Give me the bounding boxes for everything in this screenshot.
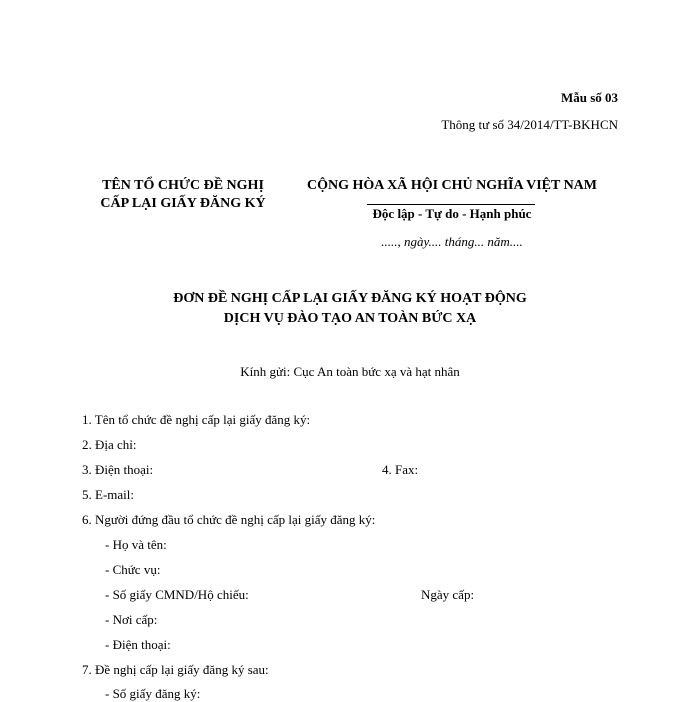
national-title-underline	[367, 204, 535, 205]
item-head-of-org: 6. Người đứng đầu tổ chức đề nghị cấp lại giấy đăng ký:	[82, 512, 376, 527]
item-address: 2. Địa chỉ:	[82, 437, 137, 452]
item-reissue-request: 7. Đề nghị cấp lại giấy đăng ký sau:	[82, 662, 269, 677]
item-fax: 4. Fax:	[382, 462, 419, 477]
date-line: ....., ngày.... tháng... năm....	[381, 234, 523, 249]
item-head-phone: - Điện thoại:	[105, 637, 171, 652]
item-registration-number: - Số giấy đăng ký:	[105, 686, 201, 701]
item-head-issue-date: Ngày cấp:	[421, 587, 475, 602]
item-phone: 3. Điện thoại:	[82, 462, 154, 477]
item-org-name: 1. Tên tổ chức đề nghị cấp lại giấy đăng ký:	[82, 412, 311, 427]
document-title-line1: ĐƠN ĐỀ NGHỊ CẤP LẠI GIẤY ĐĂNG KÝ HOẠT ĐỘNG	[173, 291, 527, 306]
org-name-line1: TÊN TỔ CHỨC ĐỀ NGHỊ	[102, 178, 264, 193]
item-head-id-number: - Số giấy CMND/Hộ chiếu:	[105, 587, 249, 602]
item-email: 5. E-mail:	[82, 487, 134, 502]
recipient-line: Kính gửi: Cục An toàn bức xạ và hạt nhân	[240, 364, 460, 379]
form-number: Mẫu số 03	[560, 90, 618, 105]
document-title-line2: DỊCH VỤ ĐÀO TẠO AN TOÀN BỨC XẠ	[223, 311, 477, 326]
national-motto: Độc lập - Tự do - Hạnh phúc	[372, 206, 532, 221]
circular-reference: Thông tư số 34/2014/TT-BKHCN	[441, 117, 618, 132]
national-title: CỘNG HÒA XÃ HỘI CHỦ NGHĨA VIỆT NAM	[306, 178, 597, 193]
item-head-issue-place: - Nơi cấp:	[105, 612, 158, 627]
org-name-line2: CẤP LẠI GIẤY ĐĂNG KÝ	[100, 196, 266, 211]
item-head-full-name: - Họ và tên:	[105, 537, 167, 552]
item-head-position: - Chức vụ:	[105, 562, 161, 577]
